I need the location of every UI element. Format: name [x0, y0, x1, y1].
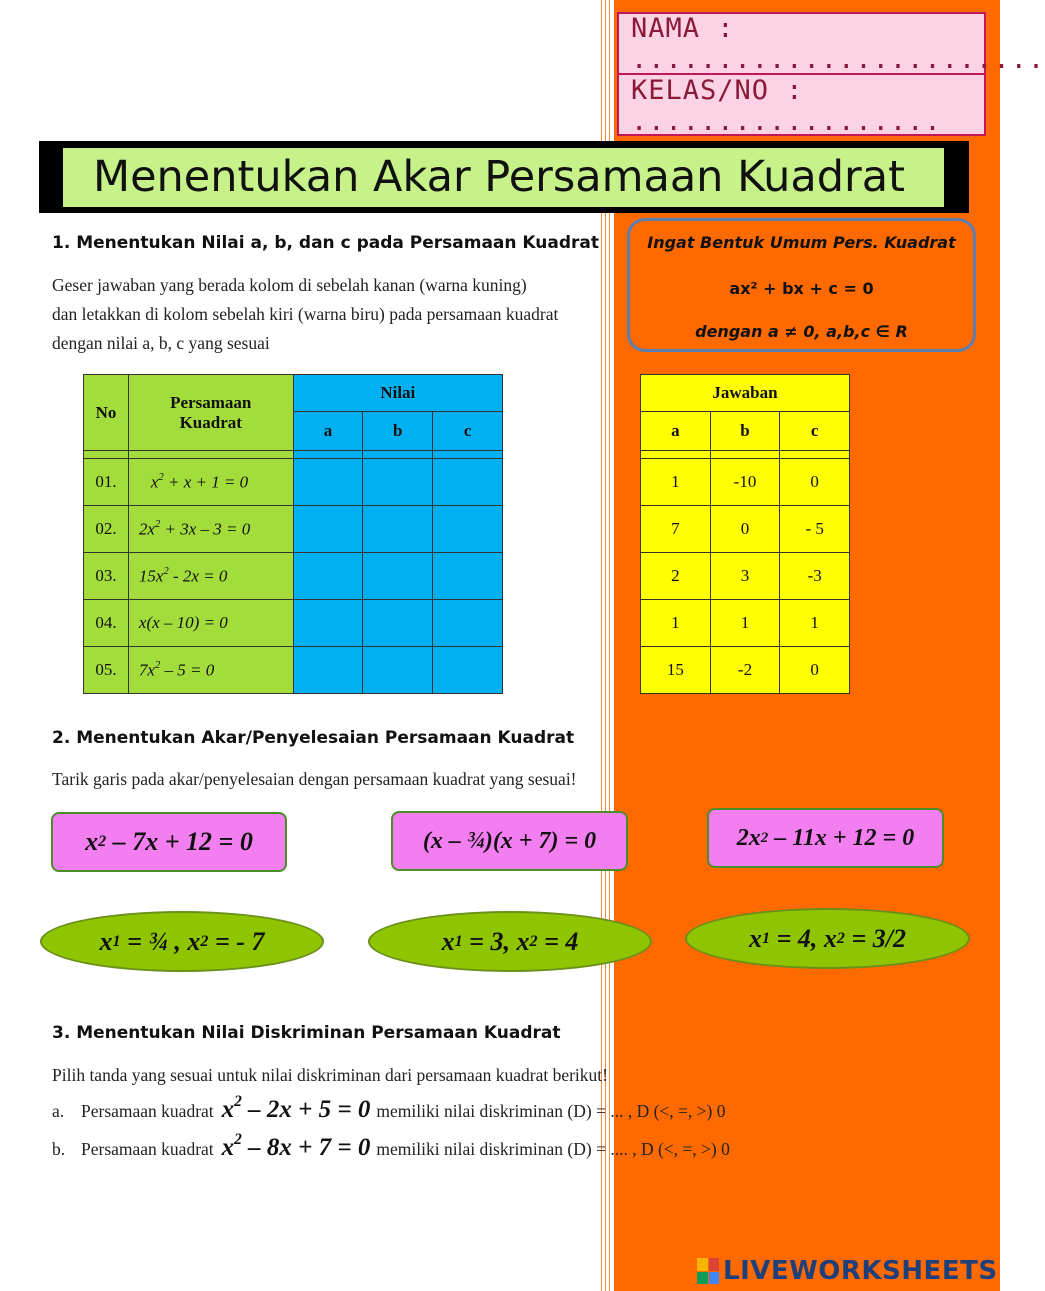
row-equation: $2x^2 + 3x - 3 = 0$ — [128, 506, 293, 553]
answer-chip[interactable]: 15 — [641, 647, 711, 694]
table-row — [84, 647, 503, 694]
table-row — [84, 506, 503, 553]
question-a-suffix[interactable]: memiliki nilai diskriminan (D) = ... , D (<, =, >) 0 — [376, 1100, 726, 1121]
section-1-line-3: dengan nilai a, b, c yang sesuai — [52, 333, 270, 353]
logo-mark-icon — [697, 1258, 719, 1284]
row-no: 03. — [84, 553, 129, 600]
table-row — [84, 600, 503, 647]
col-equation-line-1: Persamaan — [170, 392, 252, 412]
section-3-instruction: Pilih tanda yang sesuai untuk nilai diskriminan dari persamaan kuadrat berikut! — [52, 1065, 608, 1085]
page-title: Menentukan Akar Persamaan Kuadrat — [63, 148, 944, 207]
question-a-prefix: Persamaan kuadrat — [81, 1100, 214, 1121]
answer-row — [641, 506, 850, 553]
drop-slot-b[interactable] — [363, 506, 433, 553]
row-equation: x(x – 10) = 0 — [128, 600, 293, 647]
drop-slot-c[interactable] — [433, 600, 503, 647]
table-row — [84, 459, 503, 506]
question-b-equation: $x^2 - 8x + 7 = 0$ — [221, 1131, 371, 1161]
answer-chip[interactable]: 3 — [710, 553, 780, 600]
col-equation-header — [128, 375, 293, 451]
reminder-formula: ax² + bx + c = 0 — [729, 279, 874, 298]
answer-sub-a: a — [641, 412, 711, 451]
row-equation: $7x^2 - 5 = 0$ — [128, 647, 293, 694]
answer-chip[interactable]: 0 — [780, 647, 850, 694]
row-equation: $x^2 + x + 1 = 0$ — [128, 459, 293, 506]
drop-slot-c[interactable] — [433, 647, 503, 694]
drop-slot-c[interactable] — [433, 459, 503, 506]
general-form-reminder — [627, 218, 976, 352]
question-b-label: b. — [52, 1138, 66, 1159]
answer-title: Jawaban — [641, 375, 850, 412]
section-2-instruction: Tarik garis pada akar/penyelesaian dengan persamaan kuadrat yang sesuai! — [52, 769, 577, 789]
logo-text: LIVEWORKSHEETS — [723, 1256, 998, 1286]
answer-chip[interactable]: 1 — [780, 600, 850, 647]
drop-slot-a[interactable] — [293, 459, 363, 506]
answer-row — [641, 600, 850, 647]
answer-chip[interactable]: - 5 — [780, 506, 850, 553]
root-ellipse-2[interactable]: x 1 = 3, x 2 = 4 — [368, 911, 652, 972]
question-a — [52, 1093, 726, 1124]
class-field[interactable]: KELAS/NO : .................. — [631, 74, 942, 137]
answer-row — [641, 647, 850, 694]
section-1-line-2: dan letakkan di kolom sebelah kiri (warna biru) pada persamaan kuadrat — [52, 304, 559, 324]
root-ellipse-1[interactable]: x 1 = ¾ , x 2 = - 7 — [40, 911, 324, 972]
row-no: 01. — [84, 459, 129, 506]
drop-slot-b[interactable] — [363, 647, 433, 694]
answer-chip[interactable]: 1 — [641, 600, 711, 647]
answer-chip[interactable]: 7 — [641, 506, 711, 553]
drop-slot-a[interactable] — [293, 600, 363, 647]
row-no: 02. — [84, 506, 129, 553]
answer-row — [641, 553, 850, 600]
answer-row — [641, 459, 850, 506]
answer-chip[interactable]: -10 — [710, 459, 780, 506]
answer-chip[interactable]: -3 — [780, 553, 850, 600]
name-box — [617, 12, 1045, 137]
drop-slot-c[interactable] — [433, 553, 503, 600]
answer-chip[interactable]: 1 — [710, 600, 780, 647]
sub-b-header: b — [363, 412, 433, 451]
question-a-label: a. — [52, 1100, 65, 1121]
section-3-heading: 3. Menentukan Nilai Diskriminan Persamaan Kuadrat — [52, 1023, 561, 1043]
drop-slot-a[interactable] — [293, 506, 363, 553]
answer-sub-c: c — [780, 412, 850, 451]
answer-chip[interactable]: 1 — [641, 459, 711, 506]
drop-slot-c[interactable] — [433, 506, 503, 553]
col-equation-line-2: Kuadrat — [179, 412, 242, 432]
drop-slot-a[interactable] — [293, 553, 363, 600]
sub-a-header: a — [293, 412, 363, 451]
question-b-suffix[interactable]: memiliki nilai diskriminan (D) = .... , D (<, =, >) 0 — [376, 1138, 730, 1159]
root-ellipse-3[interactable]: x 1 = 4, x 2 = 3/2 — [685, 908, 970, 969]
drop-slot-b[interactable] — [363, 600, 433, 647]
question-a-equation: $x^2 - 2x + 5 = 0$ — [221, 1093, 371, 1123]
section-1-heading: 1. Menentukan Nilai a, b, dan c pada Persamaan Kuadrat — [52, 233, 600, 253]
drop-slot-b[interactable] — [363, 553, 433, 600]
reminder-title: Ingat Bentuk Umum Pers. Kuadrat — [647, 233, 956, 252]
table-row — [84, 553, 503, 600]
answer-sub-b: b — [710, 412, 780, 451]
question-b — [52, 1131, 730, 1162]
question-b-prefix: Persamaan kuadrat — [81, 1138, 214, 1159]
answer-chip[interactable]: 2 — [641, 553, 711, 600]
answer-table — [640, 374, 850, 694]
drop-slot-a[interactable] — [293, 647, 363, 694]
col-no-header: No — [84, 375, 129, 451]
row-no: 04. — [84, 600, 129, 647]
equation-box-3[interactable]: 2x 2 – 11x + 12 = 0 — [707, 808, 944, 868]
col-nilai-header: Nilai — [293, 375, 502, 412]
drop-slot-b[interactable] — [363, 459, 433, 506]
equation-box-2[interactable]: (x – ¾)(x + 7) = 0 — [391, 811, 628, 871]
answer-chip[interactable]: -2 — [710, 647, 780, 694]
answer-chip[interactable]: 0 — [780, 459, 850, 506]
row-equation: $15x^2 - 2x = 0$ — [128, 553, 293, 600]
value-table — [83, 374, 503, 694]
section-2-heading: 2. Menentukan Akar/Penyelesaian Persamaan Kuadrat — [52, 728, 575, 748]
row-no: 05. — [84, 647, 129, 694]
answer-chip[interactable]: 0 — [710, 506, 780, 553]
equation-box-1[interactable]: x 2 – 7x + 12 = 0 — [51, 812, 287, 872]
section-1-line-1: Geser jawaban yang berada kolom di sebelah kanan (warna kuning) — [52, 275, 527, 295]
sub-c-header: c — [433, 412, 503, 451]
reminder-condition: dengan a ≠ 0, a,b,c ∈ R — [695, 322, 908, 341]
name-field[interactable]: NAMA : ........................ — [619, 14, 984, 75]
liveworksheets-logo — [697, 1256, 998, 1286]
